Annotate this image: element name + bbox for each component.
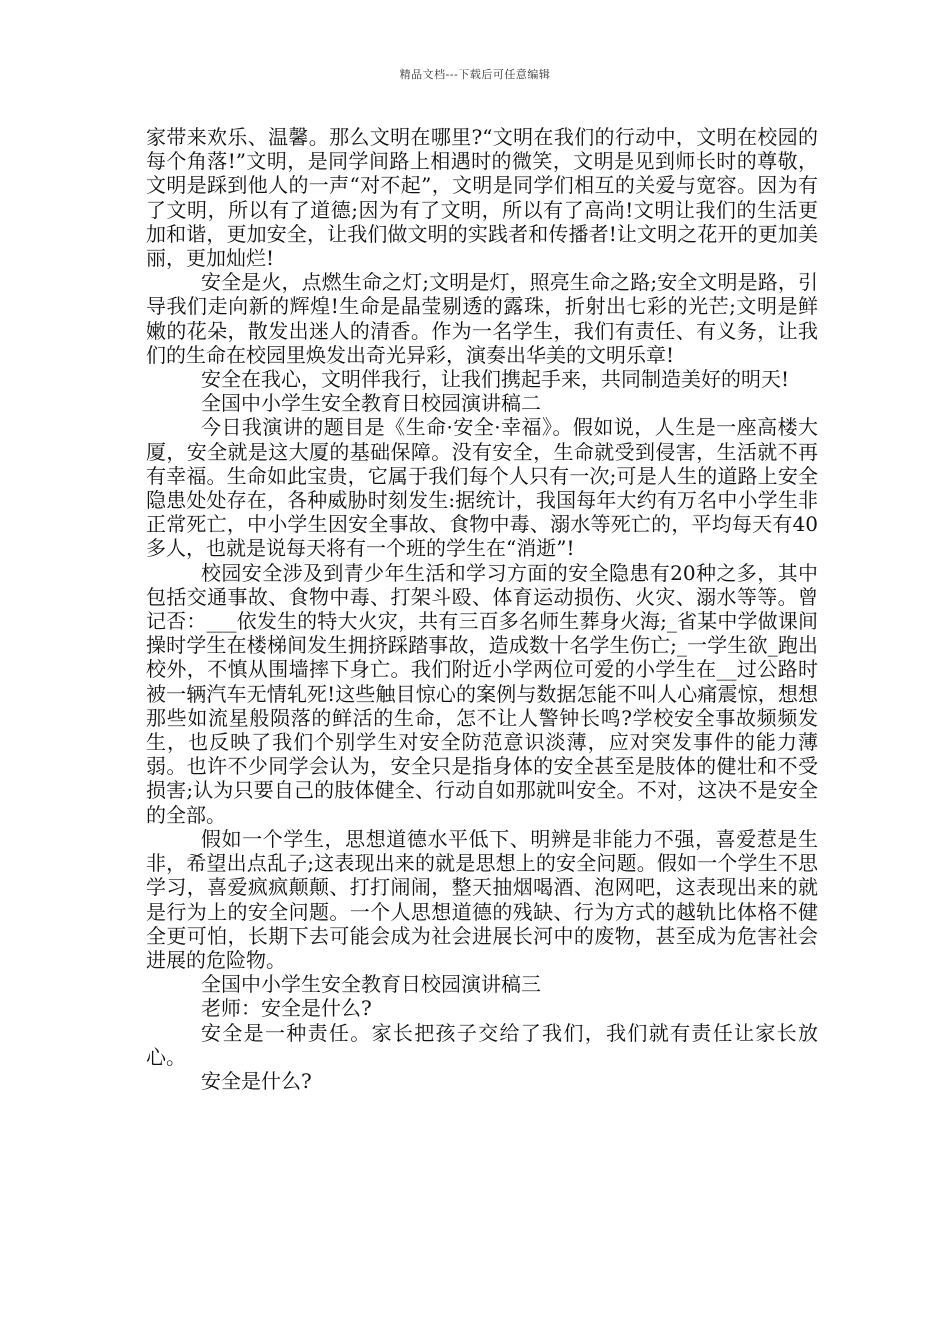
page-header: 精品文档---下载后可任意编辑 [399, 68, 551, 81]
section-heading: 全国中小学生安全教育日校园演讲稿二 [201, 391, 541, 416]
paragraph: 安全是什么? [201, 1068, 312, 1093]
paragraph: 老师：安全是什么? [201, 996, 372, 1021]
paragraph: 校园安全涉及到青少年生活和学习方面的安全隐患有20种之多，其中包括交通事故、食物中毒、打架斗殴、体育运动损伤、火灾、溺水等等。曾记否：___依发生的特大火灾，共有三百多名师生葬身火海;_省某中学做课间操时学生在楼梯间发生拥挤踩踏事故，造成数十名学生伤亡;_一学生欲_跑出校外，不慎从围墙摔下身亡。我们附近小学两位可爱的小学生在__过公路时被一辆汽车无情轧死!这些触目惊心的案例与数据怎能不叫人心痛震惊，想想那些如流星般陨落的鲜活的生命，怎不让人警钟长鸣?学校安全事故频频发生，也反映了我们个别学生对安全防范意识淡薄，应对突发事件的能力薄弱。也许不少同学会认为，安全只是指身体的安全甚至是肢体的健壮和不受损害;认为只要自己的肢体健全、行动自如那就叫安全。不对，这决不是安全的全部。 [146, 560, 818, 827]
paragraph: 安全是一种责任。家长把孩子交给了我们，我们就有责任让家长放心。 [146, 1020, 818, 1069]
document-body [146, 125, 818, 1093]
paragraph: 假如一个学生，思想道德水平低下、明辨是非能力不强，喜爱惹是生非，希望出点乱子;这表现出来的就是思想上的安全问题。假如一个学生不思学习，喜爱疯疯颠颠、打打闹闹，整天抽烟喝酒、泡网吧，这表现出来的就是行为上的安全问题。一个人思想道德的残缺、行为方式的越轨比体格不健全更可怕，长期下去可能会成为社会进展长河中的废物，甚至成为危害社会进展的危险物。 [146, 826, 818, 972]
paragraph: 家带来欢乐、温馨。那么文明在哪里?“文明在我们的行动中，文明在校园的每个角落!”文明，是同学间路上相遇时的微笑，文明是见到师长时的尊敬，文明是踩到他人的一声“对不起”，文明是同学们相互的关爱与宽容。因为有了文明，所以有了道德;因为有了文明，所以有了高尚!文明让我们的生活更加和谐，更加安全，让我们做文明的实践者和传播者!让文明之花开的更加美丽，更加灿烂! [146, 125, 818, 271]
paragraph: 安全是火，点燃生命之灯;文明是灯，照亮生命之路;安全文明是路，引导我们走向新的辉煌!生命是晶莹剔透的露珠，折射出七彩的光芒;文明是鲜嫩的花朵，散发出迷人的清香。作为一名学生，我们有责任、有义务，让我们的生命在校园里焕发出奇光异彩，演奏出华美的文明乐章! [146, 270, 818, 367]
paragraph: 安全在我心，文明伴我行，让我们携起手来，共同制造美好的明天! [201, 367, 790, 392]
paragraph: 今日我演讲的题目是《生命·安全·幸福》。假如说，人生是一座高楼大厦，安全就是这大厦的基础保障。没有安全，生命就受到侵害，生活就不再有幸福。生命如此宝贵，它属于我们每个人只有一次;可是人生的道路上安全隐患处处存在，各种威胁时刻发生:据统计，我国每年大约有万名中小学生非正常死亡，中小学生因安全事故、食物中毒、溺水等死亡的，平均每天有40多人，也就是说每天将有一个班的学生在“消逝”! [146, 415, 818, 561]
section-heading: 全国中小学生安全教育日校园演讲稿三 [201, 972, 541, 997]
